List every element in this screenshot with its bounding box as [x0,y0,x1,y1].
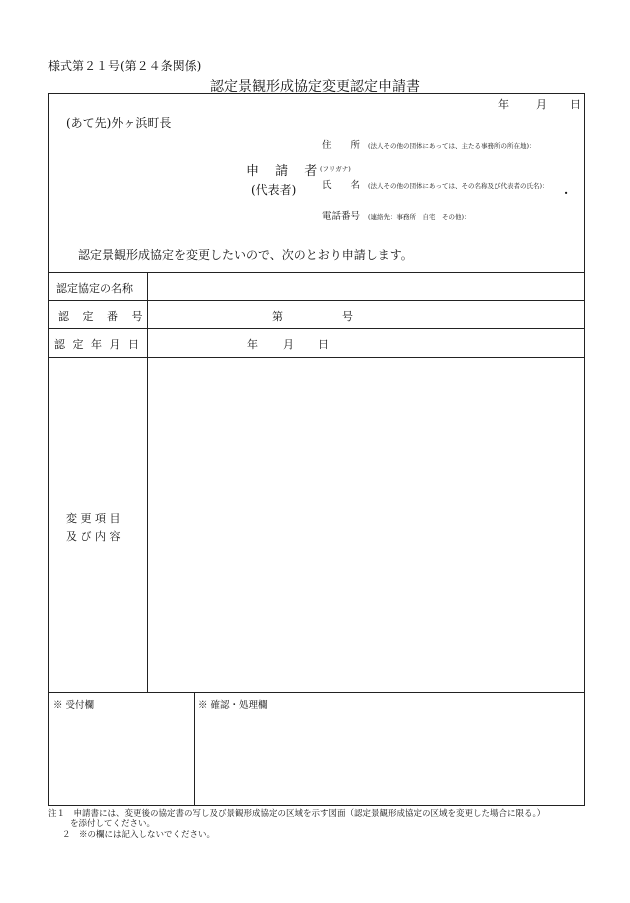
seal-mark: . [564,183,569,197]
phone-field[interactable] [322,204,471,223]
rule-content-bottom [48,692,585,693]
address-field[interactable] [322,133,536,152]
rule-box-divider [194,692,195,806]
cert-date-year: 年 [247,338,258,351]
phone-note: (連絡先：事務所 自宅 その他)： [368,213,471,221]
applicant-label: 申 請 者 [246,164,324,179]
name-label: 氏 名 [322,180,361,191]
rule-label-column [147,272,148,692]
cert-date-month: 月 [283,338,294,351]
change-items-label-line1: 変 更 項 目 [66,512,121,525]
agreement-name-label: 認定協定の名称 [56,282,133,295]
rule-row1-bottom [48,300,585,301]
furigana-label: (フリガナ) [320,165,351,173]
note-2: ２ ※の欄には記入しないでください。 [62,830,216,840]
cert-number-input[interactable] [150,302,582,326]
agreement-name-input[interactable] [150,274,582,298]
change-items-label-line2: 及 び 内 容 [66,530,121,543]
phone-label: 電話番号 [322,211,361,222]
change-items-input[interactable] [150,360,582,690]
reception-box-label: ※ 受付欄 [53,700,95,711]
rule-row3-bottom [48,357,585,358]
form-number: 様式第２１号(第２４条関係) [48,59,202,73]
rule-header-bottom [48,272,585,273]
addressee: (あて先)外ヶ浜町長 [66,116,172,130]
rule-row2-bottom [48,328,585,329]
note-1-line-2: を添付してください。 [70,819,156,829]
date-day: 日 [570,98,581,111]
address-note: (法人その他の団体にあっては、主たる事務所の所在地)： [368,142,536,150]
name-field[interactable] [322,173,549,192]
cert-number-suffix: 号 [342,310,353,323]
cert-date-input[interactable] [150,330,582,354]
application-statement: 認定景観形成協定を変更したいので、次のとおり申請します。 [78,248,413,262]
representative-label: (代表者) [251,183,297,197]
address-label: 住 所 [322,140,361,151]
cert-number-label: 認 定 番 号 [58,310,148,323]
cert-number-prefix: 第 [272,310,283,323]
note-1-line-1: 注１ 申請書には、変更後の協定書の写し及び景観形成協定の区域を示す図面（認定景観形成協定の区域を変更した場合に限る。） [48,809,546,819]
processing-box-label: ※ 確認・処理欄 [198,700,268,711]
cert-date-day: 日 [318,338,329,351]
name-note: (法人その他の団体にあっては、その名称及び代表者の氏名)： [368,182,549,190]
cert-date-label: 認 定 年 月 日 [54,338,141,351]
document-title: 認定景観形成協定変更認定申請書 [210,79,420,95]
date-year: 年 [498,98,509,111]
date-month: 月 [536,98,547,111]
